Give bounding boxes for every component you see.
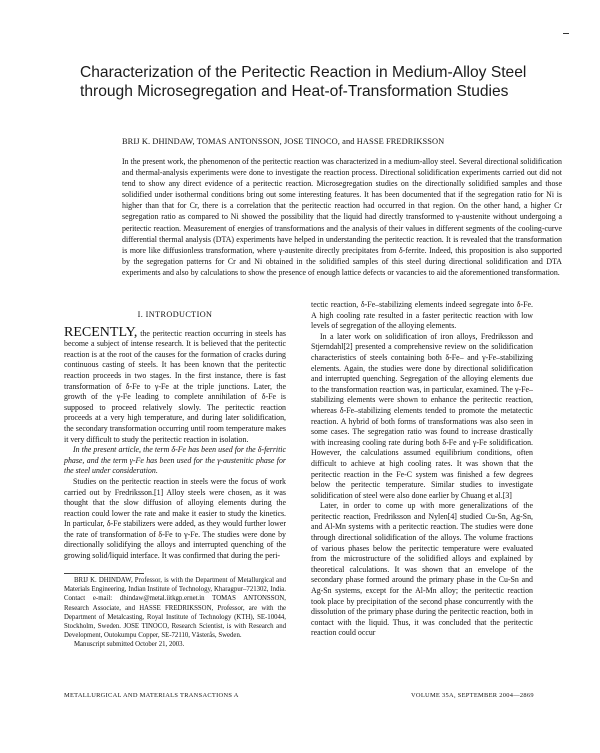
right-paragraph-1: tectic reaction, δ-Fe–stabilizing elements indeed segregate into δ-Fe. A high cooling rate resulted in a faster peritectic reaction with low levels of segregation of the alloying elements.: [311, 300, 533, 331]
author-affiliation-footnote: [64, 576, 286, 650]
right-paragraph-2: In a later work on solidification of iron alloys, Fredriksson and Stjerndahl[2] presented a comprehensive review on the solidification characteristics of steels containing both δ-Fe– and γ-Fe–stabilizing elements. Again, the studies were done by directional solidification and interrupted quenching. Segregation of the alloying elements due to the transformation reaction was, in particular, examined. The γ-Fe–stabilizing elements were shown to enhance the peritectic reaction, whereas δ-Fe–stabilizing elements tended to promote the metatectic reaction. A hybrid of both forms of transformations was also seen in some cases. The segregation ratio was found to increase drastically with increasing cooling rate during both δ-Fe and γ-Fe solidification. However, the calculations assumed equilibrium conditions, often difficult to achieve at high cooling rates. It was shown that the peritectic reaction in the Fe-C system was finished a few degrees below the peritectic temperature. Similar studies to investigate solidification of steel were also done earlier by Chuang et al.[3]: [311, 331, 533, 500]
volume-page-footer: VOLUME 35A, SEPTEMBER 2004—2869: [411, 692, 534, 699]
right-column: [311, 300, 533, 639]
intro-paragraph-3: Studies on the peritectic reaction in steels were the focus of work carried out by Fredriksson.[1] Alloy steels were chosen, as it was thought that the slow diffusion of alloying elements during the reaction could lower the rate and make it easier to study the kinetics. In particular, δ-Fe stabilizers were added, as they would further lower the rate of transformation of δ-Fe to γ-Fe. The studies were done by directionally solidifying the alloys and interrupted quenching of the growing solid/liquid interface. It was confirmed that during the peri-: [64, 476, 286, 561]
footnote-affiliations: BRIJ K. DHINDAW, Professor, is with the Department of Metallurgical and Materials Engineering, Indian Institute of Technology, Kharagpur–721302, India. Contact e-mail: dhindaw@metal.iitkgp.ernet.in TOMAS ANTONSSON, Research Associate, and HASSE FREDRIKSSON, Professor, are with the Department of Metalcasting, Royal Institute of Technology (KTH), SE-10044, Stockholm, Sweden. JOSE TINOCO, Research Scientist, is with Research and Development, Outokumpu Copper, SE-72110, Västerås, Sweden.: [64, 577, 286, 640]
footnote-divider: [64, 573, 144, 574]
left-column: [64, 310, 286, 562]
page-corner-mark: [563, 33, 569, 34]
paper-title: Characterization of the Peritectic Reaction in Medium-Alloy Steel through Microsegregation and Heat-of-Transformation Studies: [80, 64, 527, 100]
intro-paragraph-1-text: the peritectic reaction occurring in steels has become a subject of intense research. It is believed that the peritectic reaction is at the root of the causes for the formation of cracks during continuous casting of steels. It has been known that the peritectic reaction proceeds in two stages. In the first instance, there is fast transformation of δ-Fe to γ-Fe at the triple junctions. Later, the growth of the γ-Fe leading to complete annihilation of δ-Fe is supposed to proceed relatively slowly. The peritectic reaction proceeds at a very high temperature, and during later solidification, the secondary transformation occurring until room temperature makes it very difficult to study the peritectic reaction in isolation.: [64, 328, 286, 444]
right-paragraph-3: Later, in order to come up with more generalizations of the peritectic reaction, Fredriksson and Nylen[4] studied Cu-Sn, Ag-Sn, and Al-Mn systems with a peritectic reaction. The studies were done through directional solidification of the alloys. The volume fractions of various phases below the peritectic temperature were evaluated from the microstructure of the solidified alloys and explained by theoretical calculations. It was shown that an envelope of the secondary phase formed around the primary phase in the Cu-Sn and Ag-Sn systems, except for the Al-Mn alloy; the peritectic reaction took place by precipitation of the second phase concurrently with the dissolution of the primary phase during the peritectic reaction, both in contact with the liquid. Thus, it was concluded that the peritectic reaction could occur: [311, 501, 533, 638]
intro-paragraph-1: [64, 324, 286, 446]
footnote-submission-date: Manuscript submitted October 21, 2003.: [74, 641, 185, 649]
journal-footer: METALLURGICAL AND MATERIALS TRANSACTIONS A: [64, 692, 239, 699]
abstract: In the present work, the phenomenon of the peritectic reaction was characterized in a medium-alloy steel. Several directional solidification and thermal-analysis experiments were done to investigate the reaction process. Directional solidification experiments carried out did not tend to show any direct evidence of a peritectic reaction. Microsegregation studies on the directionally solidified samples and those solidified under isothermal conditions bring out some interesting features. It has been documented that if the segregation ratio for Ni is higher than that for Cr, there is a correlation that the peritectic reaction had occurred in that region. On the other hand, a higher Cr segregation ratio as compared to Ni showed the possibility that the liquid had directly transformed to γ-austenite without undergoing a peritectic reaction. Measurement of energies of transformations and the analysis of their values in different segments of the cooling-curve differential thermal analysis (DTA) experiments have helped in understanding the peritectic reaction. It is revealed that the transformation is more like diffusionless transformation, where γ-austenite directly precipitates from δ-ferrite. Indeed, this proposition is also supported by the segregation patterns for Cr and Ni obtained in the solidified samples of this steel during directional solidification and DTA experiments and also by calculations to show the presence of enough lattice defects or vacancies to aid the aforementioned transformation.: [122, 157, 562, 277]
intro-lead-word: RECENTLY,: [64, 324, 138, 340]
intro-paragraph-terminology: In the present article, the term δ-Fe has been used for the δ-ferritic phase, and the term γ-Fe has been used for the γ-austenitic phase for the steel under consideration.: [64, 445, 286, 476]
section-heading-introduction: I. INTRODUCTION: [137, 310, 213, 319]
author-list: BRIJ K. DHINDAW, TOMAS ANTONSSON, JOSE TINOCO, and HASSE FREDRIKSSON: [122, 137, 445, 146]
